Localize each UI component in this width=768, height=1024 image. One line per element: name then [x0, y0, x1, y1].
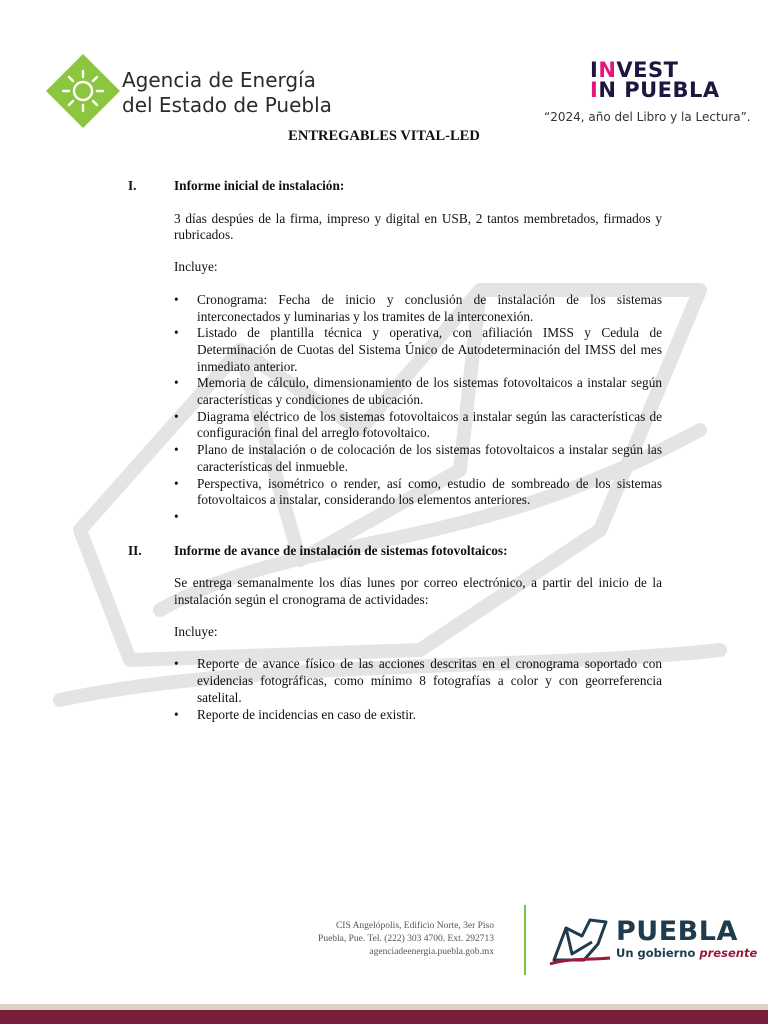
invest-letter-accent: I — [590, 78, 599, 102]
bullet-list — [174, 656, 662, 723]
address-line: Puebla, Pue. Tel. (222) 303 4700. Ext. 292713 — [318, 934, 494, 944]
document-body — [128, 178, 662, 723]
puebla-word: PUEBLA — [616, 78, 720, 102]
footer-address — [318, 920, 494, 959]
tagline-part: Un gobierno — [616, 946, 700, 960]
section-heading — [128, 178, 662, 195]
puebla-tagline — [616, 946, 757, 960]
agency-name-line1: Agencia de Energía — [122, 68, 316, 92]
list-item — [174, 476, 662, 509]
year-slogan: “2024, año del Libro y la Lectura”. — [544, 110, 751, 124]
bullet-icon: • — [174, 656, 179, 672]
section-2 — [128, 543, 662, 724]
section-intro: Se entrega semanalmente los días lunes por correo electrónico, a partir del inicio de la instalación según el cronograma de actividades: — [174, 575, 662, 608]
section-1 — [128, 178, 662, 526]
section-title: Informe inicial de instalación: — [174, 178, 345, 193]
section-number: II. — [128, 542, 142, 558]
bullet-icon: • — [174, 706, 179, 722]
agency-name — [122, 68, 332, 118]
list-item — [174, 375, 662, 408]
section-heading — [128, 543, 662, 560]
list-item-text: Plano de instalación o de colocación de los sistemas fotovoltaicos a instalar según las características del inmueble. — [197, 442, 662, 474]
address-line: CIS Angelópolis, Edificio Norte, 3er Piso — [335, 921, 494, 931]
includes-label: Incluye: — [174, 623, 218, 639]
list-item-text: Reporte de avance físico de las acciones descritas en el cronograma soportado con evidencias fotográficas, como mínimo 8 fotografías a color y con georreferencia satelital. — [197, 656, 662, 705]
puebla-wordmark: PUEBLA — [616, 916, 738, 947]
agency-sun-icon — [46, 54, 120, 128]
list-item-text: Perspectiva, isométrico o render, así como, estudio de sombreado de los sistemas fotovoltaicos a instalar, considerando los elementos anteriores. — [197, 475, 662, 508]
bullet-icon: • — [174, 442, 179, 458]
list-item — [174, 409, 662, 442]
list-item-text: Diagrama eléctrico de los sistemas fotovoltaicos a instalar según las características de configuración final del arreglo fotovoltaico. — [197, 408, 662, 441]
agency-name-line2: del Estado de Puebla — [122, 93, 332, 117]
agency-logo — [46, 54, 346, 130]
list-item — [174, 442, 662, 475]
invest-word: VEST — [616, 58, 679, 82]
invest-letter: N — [598, 78, 617, 102]
list-item-empty — [174, 509, 662, 526]
invest-line-1 — [590, 60, 760, 80]
bullet-icon: • — [174, 508, 179, 524]
list-item — [174, 292, 662, 325]
list-item — [174, 325, 662, 375]
bullet-list — [174, 292, 662, 526]
invest-letter-accent: N — [598, 58, 617, 82]
document-title: ENTREGABLES VITAL-LED — [288, 128, 480, 144]
section-intro: 3 días despúes de la firma, impreso y digital en USB, 2 tantos membretados, firmados y rubricados. — [174, 210, 662, 243]
invest-letter: I — [590, 58, 599, 82]
puebla-emblem-icon — [548, 914, 612, 968]
invest-line-2 — [590, 80, 760, 100]
puebla-government-logo — [548, 914, 758, 970]
list-item — [174, 707, 662, 724]
footer-divider — [524, 905, 526, 975]
list-item-text: Listado de plantilla técnica y operativa, con afiliación IMSS y Cedula de Determinación de Cuotas del Sistema Único de Autodeterminación del IMSS del mes inmediato anterior. — [197, 325, 662, 374]
bullet-icon: • — [174, 408, 179, 424]
list-item-text: Cronograma: Fecha de inicio y conclusión de instalación de los sistemas interconectados y luminarias y los tramites de la interconexión. — [197, 291, 662, 324]
website-link[interactable]: agenciadeenergia.puebla.gob.mx — [369, 947, 494, 957]
bullet-icon: • — [174, 325, 179, 341]
bullet-icon: • — [174, 375, 179, 391]
tagline-emphasis: presente — [699, 946, 758, 960]
list-item — [174, 656, 662, 706]
section-title: Informe de avance de instalación de sistemas fotovoltaicos: — [174, 542, 508, 558]
bottom-color-bar — [0, 1010, 768, 1024]
list-item-text: Reporte de incidencias en caso de existir. — [197, 706, 416, 722]
section-number: I. — [128, 178, 137, 193]
bullet-icon: • — [174, 475, 179, 491]
bullet-icon: • — [174, 291, 179, 307]
list-item-text: Memoria de cálculo, dimensionamiento de los sistemas fotovoltaicos a instalar según características y condiciones de ubicación. — [197, 375, 662, 408]
includes-label: Incluye: — [174, 259, 218, 275]
